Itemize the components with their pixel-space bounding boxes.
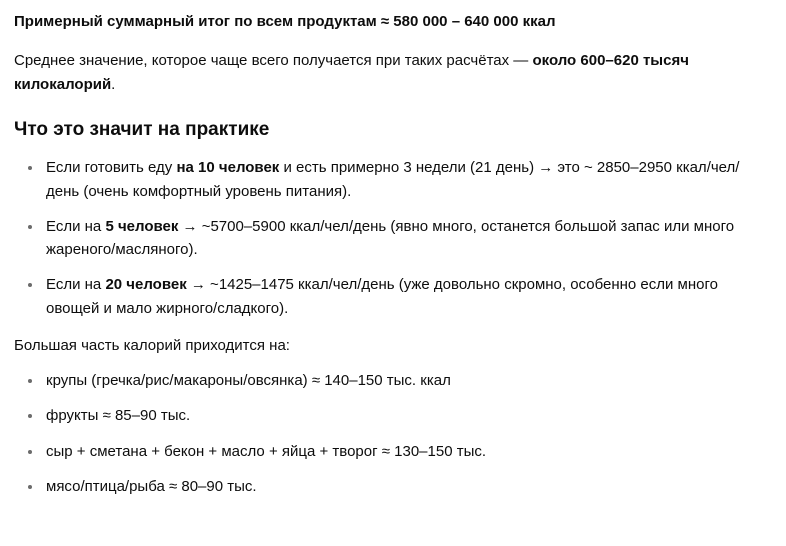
breakdown-item-1: фрукты ≈ 85–90 тыс. bbox=[46, 407, 191, 425]
summary-line bbox=[14, 10, 772, 33]
list-item bbox=[14, 404, 772, 427]
list-item bbox=[14, 440, 772, 463]
practice-list bbox=[14, 156, 772, 320]
practice-item-2-bold: 20 человек bbox=[105, 276, 187, 294]
breakdown-item-2: сыр + сметана + бекон + масло + яйца + творог ≈ 130–150 тыс. bbox=[46, 442, 487, 460]
average-paragraph-part2: . bbox=[111, 75, 116, 93]
practice-item-1-part2: → ~5700–5900 ккал/чел/день (явно много, останется большой запас или много жареного/масляного). bbox=[46, 217, 735, 259]
list-item bbox=[14, 156, 772, 203]
section-title: Что это значит на практике bbox=[14, 118, 270, 140]
breakdown-item-0: крупы (гречка/рис/макароны/овсянка) ≈ 140–150 тыс. ккал bbox=[46, 372, 451, 390]
breakdown-list bbox=[14, 369, 772, 498]
practice-item-0-part1: Если готовить еду bbox=[46, 159, 177, 177]
list-item bbox=[14, 273, 772, 320]
practice-item-2-part2: → ~1425–1475 ккал/чел/день (уже довольно скромно, особенно если много овощей и мало жирного/сладкого). bbox=[46, 276, 718, 317]
average-paragraph-part1: Среднее значение, которое чаще всего получается при таких расчётах — bbox=[14, 52, 533, 70]
average-paragraph bbox=[14, 49, 772, 96]
practice-item-0-part2: и есть примерно 3 недели (21 день) → это ~ 2850–2950 ккал/чел/день (очень комфортный уровень питания). bbox=[46, 159, 740, 200]
list-item bbox=[14, 475, 772, 498]
breakdown-item-3: мясо/птица/рыба ≈ 80–90 тыс. bbox=[46, 477, 257, 495]
practice-item-1-bold: 5 человек bbox=[105, 217, 179, 235]
list-item bbox=[14, 215, 772, 262]
breakdown-lead: Большая часть калорий приходится на: bbox=[14, 336, 290, 354]
list-item bbox=[14, 369, 772, 392]
practice-item-2-part1: Если на bbox=[46, 276, 106, 294]
average-paragraph-bold: около 600–620 тысяч килокалорий bbox=[14, 52, 689, 93]
practice-item-0-bold: на 10 человек bbox=[176, 159, 280, 177]
practice-item-1-part1: Если на bbox=[46, 217, 106, 235]
summary-line-text: Примерный суммарный итог по всем продуктам ≈ 580 000 – 640 000 ккал bbox=[14, 13, 556, 30]
